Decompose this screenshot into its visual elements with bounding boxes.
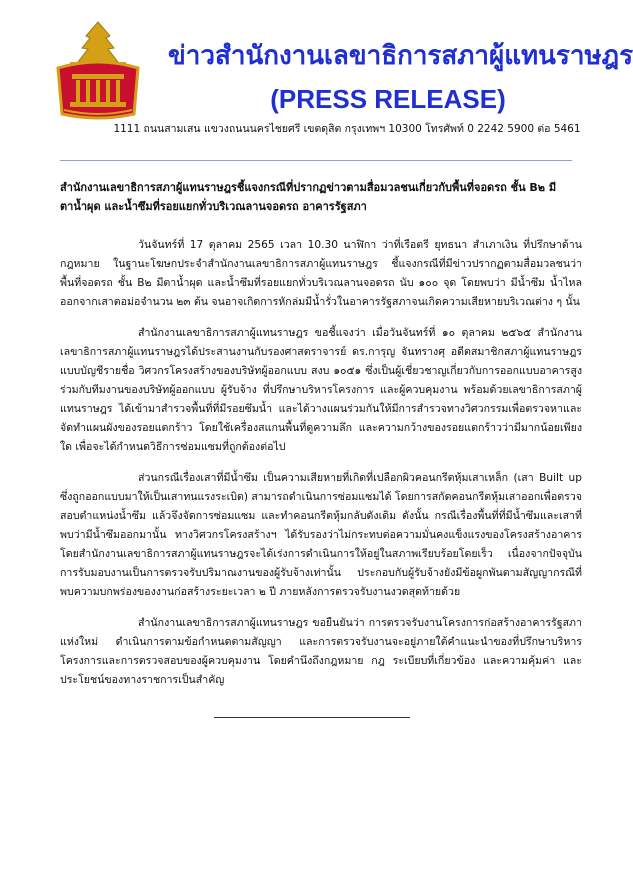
paragraph: วันจันทร์ที่ 17 ตุลาคม 2565 เวลา 10.30 นาฬิกา ว่าที่เรือตรี ยุทธนา สำเภาเงิน ที่ปรึกษาด้านกฎหมาย ในฐานะโฆษกประจำสำนักงานเลขาธิการสภาผู้แทนราษฎร ชี้แจงกรณีที่มีข่าวปรากฏตามสื่อมวลชนว่าพื้นที่จอดรถ ชั้น B๒ มีตาน้ำผุด และน้ำซึมที่รอยแยกทั่วบริเวณลานจอดรถ นับ ๑๐๐ จุด โดยพบว่า มีน้ำซึม น้ำไหลออกจากเสาตอม่อจำนวน ๒๓ ต้น จนอาจเกิดการหักล่มมีน้ำรั่วในอาคารรัฐสภาจนเกิดความเสียหายบริเวณต่าง ๆ นั้น	[60, 239, 582, 308]
paragraph: ส่วนกรณีเรื่องเสาที่มีน้ำซึม เป็นความเสียหายที่เกิดที่เปลือกผิวคอนกรีตหุ้มเสาเหล็ก (เสา Built up ซึ่งถูกออกแบบมาให้เป็นเสาทนแรงระเบิด) สามารถดำเนินการซ่อมแซมได้ โดยการสกัดคอนกรีตหุ้มเสาออกเพื่อตรวจสอบตำแหน่งน้ำซึม แล้วจึงจัดการซ่อมแซม และทำคอนกรีตหุ้มกลับดังเดิม ดังนั้น กรณีเรื่องพื้นที่ที่มีน้ำซึมและเสาที่พบว่ามีน้ำซึมออกมานั้น ทางวิศวกรโครงสร้างฯ ได้รับรองว่าไม่กระทบต่อความมั่นคงแข็งแรงของโครงสร้างอาคาร โดยสำนักงานเลขาธิการสภาผู้แทนราษฎรจะได้เร่งการดำเนินการให้อยู่ในสภาพเรียบร้อยโดยเร็ว เนื่องจากปัจจุบันการรับมอบงานเป็นการตรวจรับปริมาณงานของผู้รับจ้างเท่านั้น ประกอบกับผู้รับจ้างยังมีข้อผูกพันตามสัญญากรณีที่พบความบกพร่องของงานก่อสร้างระยะเวลา ๒ ปี ภายหลังการตรวจรับงานงวดสุดท้ายด้วย	[60, 472, 582, 598]
press-title-english: (PRESS RELEASE)	[270, 84, 506, 114]
closing-divider	[214, 717, 410, 718]
office-address: 1111 ถนนสามเสน แขวงถนนนครไชยศรี เขตดุสิต กรุงเทพฯ 10300 โทรศัพท์ 0 2242 5900 ต่อ 5461	[113, 123, 581, 135]
header-divider	[60, 160, 572, 161]
paragraph: สำนักงานเลขาธิการสภาผู้แทนราษฎร ขอชี้แจงว่า เมื่อวันจันทร์ที่ ๑๐ ตุลาคม ๒๕๖๕ สำนักงานเลขาธิการสภาผู้แทนราษฎรได้ประสานงานกับรองศาสตราจารย์ ดร.การุญ จันทรางศุ อดีตสมาชิกสภาผู้แทนราษฎรแบบบัญชีรายชื่อ วิศวกรโครงสร้างของบริษัทผู้ออกแบบ สงบ ๑๐๕๑ ซึ่งเป็นผู้เชี่ยวชาญเกี่ยวกับการออกแบบอาคารสูง ร่วมกับทีมงานของบริษัทผู้ออกแบบ ผู้รับจ้าง ที่ปรึกษาบริหารโครงการ และผู้ควบคุมงาน พร้อมด้วยเลขาธิการสภาผู้แทนราษฎร ได้เข้ามาสำรวจพื้นที่ที่มีรอยซึมน้ำ และได้วางแผนร่วมกันให้มีการสำรวจทางวิศวกรรมเพื่อตรวจหาและจัดทำแผนผังของรอยแตกร้าว โดยใช้เครื่องสแกนพื้นที่ดูความลึก และความกว้างของรอยแตกร้าวว่ามีมากน้อยเพียงใด เพื่อจะได้กำหนดวิธีการซ่อมแซมที่ถูกต้องต่อไป	[60, 327, 582, 453]
press-title-thai: ข่าวสำนักงานเลขาธิการสภาผู้แทนราษฎร	[168, 41, 633, 71]
parliament-emblem-icon	[48, 18, 148, 124]
news-headline: สำนักงานเลขาธิการสภาผู้แทนราษฎรชี้แจงกรณีที่ปรากฏข่าวตามสื่อมวลชนเกี่ยวกับพื้นที่จอดรถ ชั้น B๒ มีตาน้ำผุด และน้ำซึมที่รอยแยกทั่วบริเวณลานจอดรถ อาคารรัฐสภา	[60, 181, 557, 213]
paragraph: สำนักงานเลขาธิการสภาผู้แทนราษฎร ขอยืนยันว่า การตรวจรับงานโครงการก่อสร้างอาคารรัฐสภาแห่งใหม่ ดำเนินการตามข้อกำหนดตามสัญญา และการตรวจรับงานจะอยู่ภายใต้คำแนะนำของที่ปรึกษาบริหารโครงการและการตรวจสอบของผู้ควบคุมงาน โดยคำนึงถึงกฎหมาย กฎ ระเบียบที่เกี่ยวข้อง และความคุ้มค่า และประโยชน์ของทางราชการเป็นสำคัญ	[60, 617, 582, 686]
news-body	[60, 236, 582, 702]
